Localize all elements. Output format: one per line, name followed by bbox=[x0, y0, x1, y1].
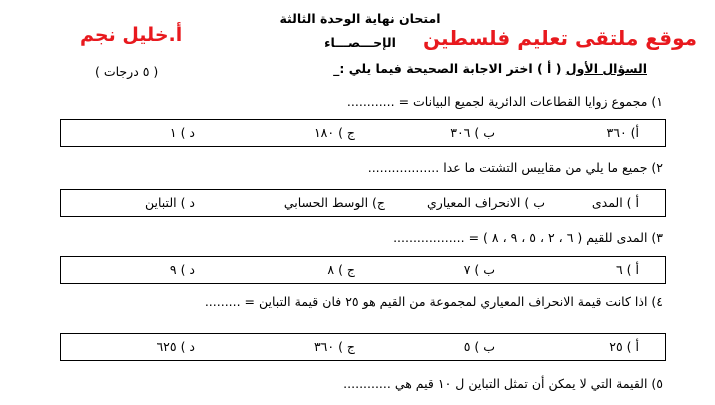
section-heading bbox=[333, 61, 647, 76]
option-c[interactable]: ج) الوسط الحسابي bbox=[283, 195, 385, 210]
option-b[interactable]: ب ) ٥ bbox=[463, 339, 495, 354]
option-d[interactable]: د ) التباين bbox=[144, 195, 195, 210]
option-c[interactable]: ج ) ٣٦٠ bbox=[313, 339, 355, 354]
question-2-options bbox=[60, 189, 666, 217]
section-label: السؤال الأول bbox=[565, 61, 647, 76]
option-d[interactable]: د ) ١ bbox=[169, 125, 195, 140]
question-2-text: ٢) جميع ما يلي من مقاييس التشتت ما عدا .................. bbox=[367, 160, 663, 175]
exam-title: امتحان نهاية الوحدة الثالثة bbox=[279, 11, 441, 26]
option-c[interactable]: ج ) ٨ bbox=[327, 262, 355, 277]
marks-label: ( ٥ درجات ) bbox=[95, 64, 159, 79]
option-a[interactable]: أ ) المدى bbox=[591, 195, 639, 210]
option-d[interactable]: د ) ٩ bbox=[169, 262, 195, 277]
option-b[interactable]: ب ) ٧ bbox=[463, 262, 495, 277]
option-c[interactable]: ج ) ١٨٠ bbox=[313, 125, 355, 140]
subject-title: الإحـــصـــاء bbox=[324, 35, 396, 50]
option-b[interactable]: ب ) ٣٠٦ bbox=[450, 125, 495, 140]
option-d[interactable]: د ) ٦٢٥ bbox=[156, 339, 195, 354]
section-instruction: ( أ ) اختر الاجابة الصحيحة فيما يلي :_ bbox=[333, 61, 566, 76]
question-5-text: ٥) القيمة التي لا يمكن أن تمثل التباين ل ١٠ قيم هي ............ bbox=[343, 376, 663, 391]
question-3-options bbox=[60, 256, 666, 284]
author-name: أ.خليل نجم bbox=[80, 24, 183, 46]
question-1-text: ١) مجموع زوايا القطاعات الدائرية لجميع البيانات = ............ bbox=[346, 94, 663, 109]
option-a[interactable]: أ ) ٦ bbox=[615, 262, 639, 277]
question-4-text: ٤) اذا كانت قيمة الانحراف المعياري لمجموعة من القيم هو ٢٥ فان قيمة التباين = ......... bbox=[204, 294, 663, 309]
question-3-text: ٣) المدى للقيم ( ٦ ، ٢ ، ٥ ، ٩ ، ٨ ) = .................. bbox=[393, 230, 663, 245]
option-a[interactable]: أ ) ٢٥ bbox=[609, 339, 639, 354]
question-1-options bbox=[60, 119, 666, 147]
site-name: موقع ملتقى تعليم فلسطين bbox=[423, 26, 697, 50]
question-4-options bbox=[60, 333, 666, 361]
option-a[interactable]: أ) ٣٦٠ bbox=[606, 125, 639, 140]
option-b[interactable]: ب ) الانحراف المعياري bbox=[427, 195, 545, 210]
